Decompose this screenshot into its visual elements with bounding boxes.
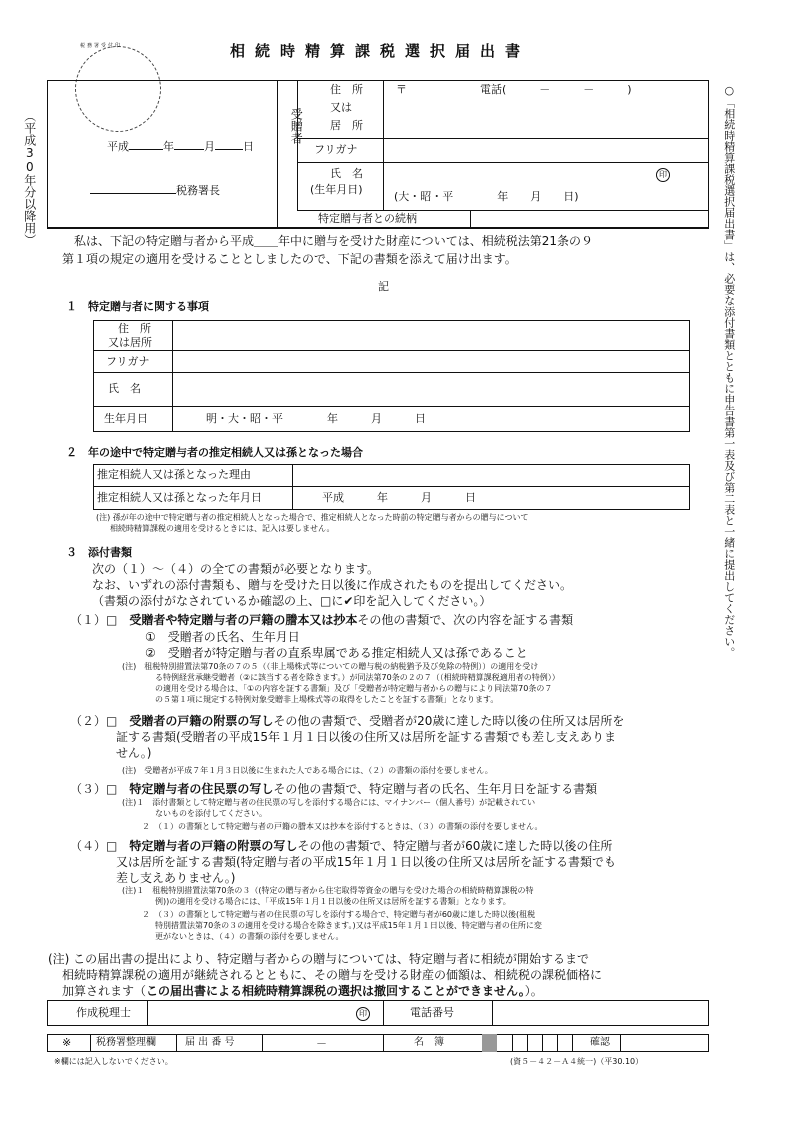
- item2-line: （２）□ 受贈者の戸籍の附票の写しその他の書類で、受贈者が20歳に達した時以後の住所又は居所を: [70, 714, 625, 728]
- footer-note-2: 相続時精算課税の適用が継続されるとともに、その贈与を受ける財産の価額は、相続税の課税価格に: [62, 968, 603, 982]
- item3-note-1: (注)１ 添付書類として特定贈与者の住民票の写しを添付する場合には、マイナンバー（個人番号）が記載されてい: [122, 798, 536, 807]
- office-mark: ※: [62, 1036, 72, 1049]
- item1-line: （１）□ 受贈者や特定贈与者の戸籍の謄本又は抄本その他の書類で、次の内容を証する書類: [70, 613, 574, 627]
- filing-number-dash: －: [316, 1037, 327, 1050]
- recipient-furigana-label: フリガナ: [314, 143, 358, 156]
- section1-heading: １ 特定贈与者に関する事項: [66, 300, 209, 313]
- item4-line-2: 又は居所を証する書類(特定贈与者の平成15年１月１日以後の住所又は居所を証する書類でも: [116, 855, 616, 869]
- item4-note-3: ２ （３）の書類として特定贈与者の住民票の写しを添付する場合で、特定贈与者が60歳に達した時以後(租税: [142, 910, 536, 919]
- left-margin-note: （平成30年分以降用）: [22, 110, 37, 246]
- address-label-3: 居 所: [330, 119, 363, 132]
- address-label-2: 又は: [330, 101, 352, 114]
- ledger-label: 名 簿: [414, 1037, 444, 1048]
- item4-note-5: 更がないときは、（４）の書類の添付を要しません。: [155, 932, 344, 941]
- intro-line-1: 私は、下記の特定贈与者から平成＿＿年中に贈与を受けた財産については、相続税法第21条の９: [74, 234, 594, 248]
- section3-line-1: 次の（１）～（４）の全ての書類が必要となります。: [92, 562, 380, 576]
- intro-line-2: 第１項の規定の適用を受けることとしましたので、下記の書類を添えて届け出ます。: [62, 252, 517, 266]
- item2-line-3: せん。): [116, 746, 152, 760]
- recipient-seal-icon: 印: [656, 167, 670, 182]
- section3-line-3: （書類の添付がなされているか確認の上、□に✔印を記入してください。）: [92, 594, 492, 608]
- donor-name-label: 氏 名: [108, 382, 141, 395]
- recipient-phone-field[interactable]: 電話( － － ): [480, 83, 632, 96]
- item1-checkbox[interactable]: （１）□: [70, 613, 118, 627]
- section3-heading: ３ 添付書類: [66, 546, 132, 559]
- section2-note-2: 相続時精算課税の適用を受けるときには、記入は要しません。: [110, 524, 335, 533]
- confirm-label: 確認: [590, 1037, 610, 1048]
- preparer-label: 作成税理士: [76, 1006, 131, 1019]
- item1-b: ② 受贈者が特定贈与者の直系卑属である推定相続人又は孫であること: [145, 646, 528, 660]
- item4-note-1: (注)１ 租税特別措置法第70条の３（(特定の贈与者から住宅取得等資金の贈与を受けた場合の相続時精算課税の特: [122, 886, 534, 895]
- tax-office-line: 税務署長: [90, 184, 220, 197]
- item4-line-3: 差し支えありません。): [116, 871, 236, 885]
- item1-note-3: の適用を受ける場合は、「①の内容を証する書類」及び「受贈者が特定贈与者からの贈与により同法第70条の７: [155, 684, 553, 693]
- office-column-label: 税務署整理欄: [96, 1037, 156, 1048]
- donor-furigana-label: フリガナ: [106, 355, 150, 368]
- donor-address-label: 住 所: [118, 322, 151, 335]
- section3-line-2: なお、いずれの添付書類も、贈与を受けた日以後に作成されたものを提出してください。: [92, 578, 573, 592]
- filing-number-label: 届 出 番 号: [185, 1037, 235, 1048]
- recipient-name-label: 氏 名: [330, 167, 363, 180]
- date-line: 平成 年 月 日: [107, 140, 254, 153]
- office-use-note: ※欄には記入しないでください。: [54, 1057, 173, 1066]
- address-label-1: 住 所: [330, 83, 363, 96]
- recipient-birth-label: (生年月日): [310, 183, 363, 196]
- item2-note-1: (注) 受贈者が平成７年１月３日以後に生まれた人である場合には、（２）の書類の添付を要しません。: [122, 766, 493, 775]
- item3-note-3: ２ （１）の書類として特定贈与者の戸籍の謄本又は抄本を添付するときは、（３）の書類の添付を要しません。: [142, 822, 543, 831]
- item1-note-1: (注) 租税特別措置法第70条の７の５（（非上場株式等についての贈与税の納税猶予及び免除の特例））の適用を受け: [122, 662, 539, 671]
- item4-line: （４）□ 特定贈与者の戸籍の附票の写しその他の書類で、特定贈与者が60歳に達した時以後の住所: [70, 839, 613, 853]
- item4-note-2: 例))の適用を受ける場合には、「平成15年１月１日以後の住所又は居所を証する書類」となります。: [155, 897, 511, 906]
- section2-heading: ２ 年の途中で特定贈与者の推定相続人又は孫となった場合: [66, 446, 363, 459]
- preparer-phone-label: 電話番号: [410, 1006, 454, 1019]
- postal-mark: 〒: [396, 83, 407, 96]
- footer-note-1: (注) この届出書の提出により、特定贈与者からの贈与については、特定贈与者に相続が開始するまで: [48, 952, 589, 966]
- item3-checkbox[interactable]: （３）□: [70, 782, 118, 796]
- form-title: 相続時精算課税選択届出書: [230, 42, 531, 60]
- donor-birthdate-field[interactable]: 明・大・昭・平 年 月 日: [206, 412, 426, 425]
- preparer-seal-icon: 印: [356, 1006, 370, 1021]
- relation-label: 特定贈与者との続柄: [318, 212, 417, 225]
- section2-note-1: (注) 孫が年の途中で特定贈与者の推定相続人となった場合で、推定相続人となった時前の特定贈与者からの贈与について: [96, 513, 529, 522]
- reception-stamp-label: 税務署受付印: [80, 43, 123, 49]
- item3-note-2: ないものを添付してください。: [155, 809, 267, 818]
- header-box: [47, 80, 709, 228]
- item1-a: ① 受贈者の氏名、生年月日: [145, 630, 300, 644]
- footer-note-3: 加算されます（この届出書による相続時精算課税の選択は撤回することができません。）。: [62, 984, 543, 998]
- item2-line-2: 証する書類(受贈者の平成15年１月１日以後の住所又は居所を証する書類でも差し支えありま: [116, 730, 616, 744]
- donor-address-label-2: 又は居所: [108, 336, 152, 349]
- ki-mark: 記: [378, 280, 389, 293]
- form-code: (資５－４２－Ａ４統一)（平30.10）: [510, 1057, 644, 1066]
- recipient-label: 受贈者: [289, 108, 304, 144]
- item4-checkbox[interactable]: （４）□: [70, 839, 118, 853]
- item3-line: （３）□ 特定贈与者の住民票の写しその他の書類で、特定贈与者の氏名、生年月日を証する書類: [70, 782, 598, 796]
- item2-checkbox[interactable]: （２）□: [70, 714, 118, 728]
- right-margin-note: ○「相続時精算課税選択届出書」は、必要な添付書類とともに申告書第一表及び第二表と一緒に提出してください。: [722, 84, 736, 658]
- heir-date-field[interactable]: 平成 年 月 日: [322, 491, 476, 504]
- recipient-birthdate-field[interactable]: (大・昭・平 年 月 日): [394, 190, 579, 203]
- item1-note-2: る特例経営承継受贈者（②に該当する者を除きます。）が同法第70条の２の７（（相続時精算課税適用者の特例））: [155, 673, 560, 682]
- heir-date-label: 推定相続人又は孫となった年月日: [97, 491, 262, 504]
- ledger-shade: [482, 1034, 497, 1052]
- item1-note-4: の５第１項に規定する特例対象受贈非上場株式等の取得をしたことを証する書類」となります。: [155, 695, 499, 704]
- heir-reason-label: 推定相続人又は孫となった理由: [97, 468, 251, 481]
- donor-birth-label: 生年月日: [104, 412, 148, 425]
- item4-note-4: 特別措置法第70条の３の適用を受ける場合を除きます。)又は平成15年１月１日以後、特定贈与者の住所に変: [155, 921, 542, 930]
